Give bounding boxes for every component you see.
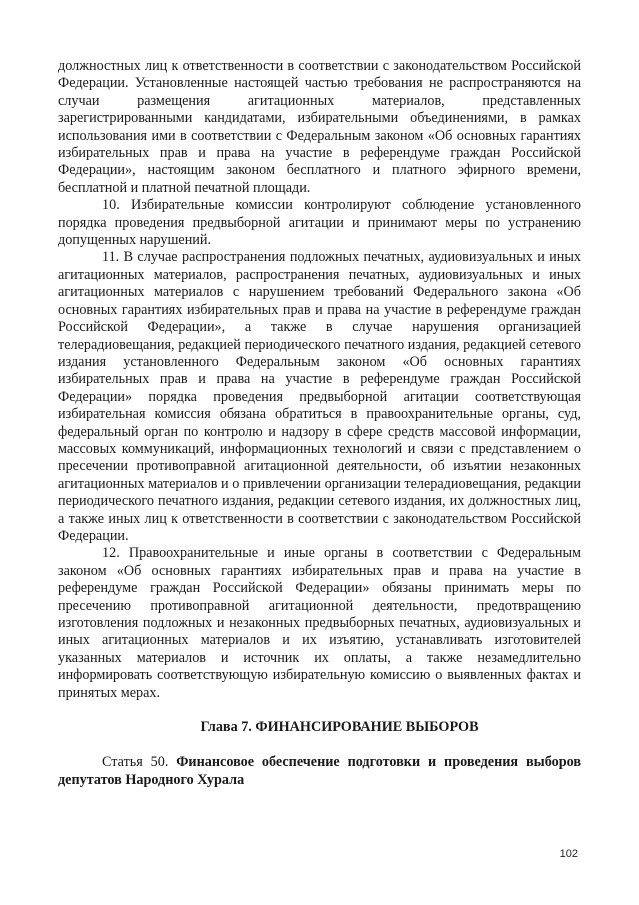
paragraph-10: 10. Избирательные комиссии контролируют соблюдение установленного порядка проведения предвыборной агитации и принимают меры по устранению допущенных нарушений. — [58, 197, 581, 249]
paragraph-11: 11. В случае распространения подложных печатных, аудиовизуальных и иных агитационных материалов, распространения печатных, аудиовизуальных и иных агитационных материалов с нарушением требований Федерального закона «Об основных гарантиях избирательных прав и права на участие в референдуме граждан Российской Федерации», а также в случае нарушения организацией телерадиовещания, редакцией периодического печатного издания, редакцией сетевого издания установленного Федеральным законом «Об основных гарантиях избирательных прав и права на участие в референдуме граждан Российской Федерации» порядка проведения предвыборной агитации соответствующая избирательная комиссия обязана обратиться в правоохранительные органы, суд, федеральный орган по контролю и надзору в сфере средств массовой информации, массовых коммуникаций, информационных технологий и связи с представлением о пресечении противоправной агитационной деятельности, об изъятии незаконных агитационных материалов и о привлечении организации телерадиовещания, редакции периодического печатного издания, редакции сетевого издания, их должностных лиц, а также иных лиц к ответственности в соответствии с законодательством Российской Федерации. — [58, 249, 581, 544]
article-label: Статья 50. — [102, 754, 177, 771]
article-title: Финансовое обеспечение подготовки и проведения выборов депутатов Народного Хурала — [58, 754, 581, 788]
paragraph-continuation: должностных лиц к ответственности в соответствии с законодательством Российской Федерации. Установленные настоящей частью требования не распространяются на случаи размещения агитационных материалов, представленных зарегистрированными кандидатами, избирательными объединениями, в рамках использования ими в соответствии с Федеральным законом «Об основных гарантиях избирательных прав и права на участие в референдуме граждан Российской Федерации», настоящим законом бесплатного и платного эфирного времени, бесплатной и платной печатной площади. — [58, 58, 581, 196]
chapter-heading: Глава 7. ФИНАНСИРОВАНИЕ ВЫБОРОВ — [200, 719, 479, 736]
page-number: 102 — [559, 848, 578, 860]
document-page — [58, 58, 581, 789]
article-heading — [58, 754, 581, 789]
paragraph-12: 12. Правоохранительные и иные органы в соответствии с Федеральным законом «Об основных гарантиях избирательных прав и права на участие в референдуме граждан Российской Федерации» обязаны принимать меры по пресечению противоправной агитационной деятельности, предотвращению изготовления подложных и незаконных предвыборных печатных, аудиовизуальных и иных агитационных материалов и их изъятию, устанавливать изготовителей указанных материалов и источник их оплаты, а также незамедлительно информировать соответствующую избирательную комиссию о выявленных фактах и принятых мерах. — [58, 545, 581, 701]
